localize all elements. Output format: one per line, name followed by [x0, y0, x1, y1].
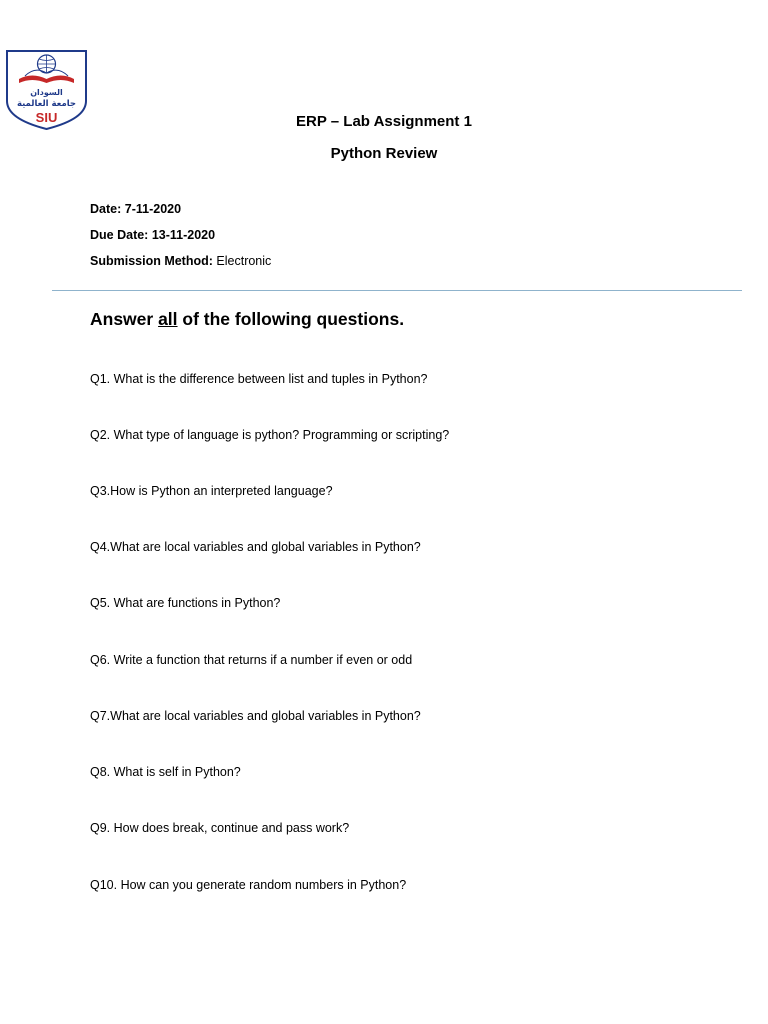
date-line	[90, 202, 181, 216]
question-10: Q10. How can you generate random numbers in Python?	[90, 878, 407, 892]
instructions-post: of the following questions.	[177, 309, 405, 329]
question-7: Q7.What are local variables and global variables in Python?	[90, 709, 421, 723]
due-date-value: 13-11-2020	[151, 228, 216, 242]
submission-method-value: Electronic	[216, 254, 272, 268]
question-2: Q2. What type of language is python? Programming or scripting?	[90, 428, 450, 442]
question-6: Q6. Write a function that returns if a number if even or odd	[90, 653, 413, 667]
due-date-line	[90, 228, 215, 242]
instructions-heading	[90, 309, 404, 330]
document-title: ERP – Lab Assignment 1	[296, 113, 472, 130]
question-1: Q1. What is the difference between list and tuples in Python?	[90, 372, 428, 386]
date-label: Date:	[90, 202, 122, 216]
question-8: Q8. What is self in Python?	[90, 765, 241, 779]
submission-method-label: Submission Method:	[90, 254, 213, 268]
document-subtitle: Python Review	[330, 145, 438, 162]
submission-method-line	[90, 254, 271, 268]
question-5: Q5. What are functions in Python?	[90, 596, 281, 610]
logo-abbr: SIU	[35, 110, 58, 125]
instructions-pre: Answer	[90, 309, 159, 329]
question-4: Q4.What are local variables and global variables in Python?	[90, 540, 421, 554]
date-value: 7-11-2020	[124, 202, 182, 216]
due-date-label: Due Date:	[90, 228, 149, 242]
question-9: Q9. How does break, continue and pass work?	[90, 821, 350, 835]
divider	[52, 290, 742, 291]
logo-arabic-line1: السودان	[30, 88, 63, 97]
question-3: Q3.How is Python an interpreted language?	[90, 484, 333, 498]
logo-arabic-line2: جامعة العالمية	[16, 99, 77, 109]
instructions-emphasis: all	[158, 309, 178, 329]
